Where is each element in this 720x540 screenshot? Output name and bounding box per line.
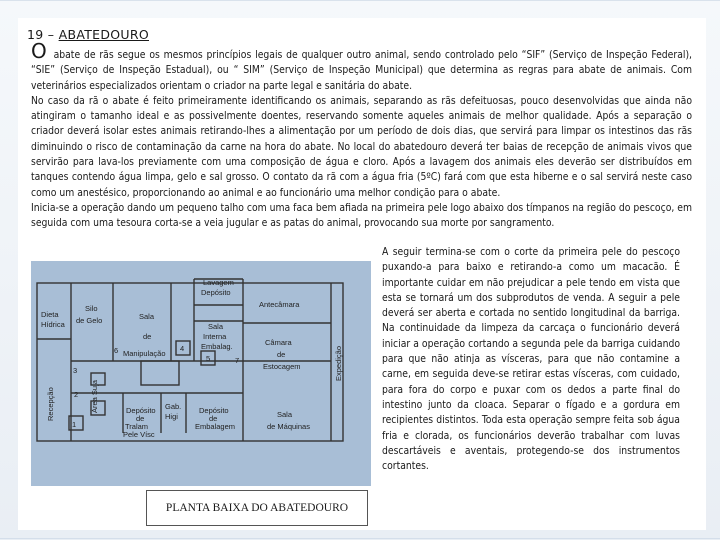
title-text: ABATEDOURO — [58, 27, 149, 42]
label-silo: Silo — [85, 304, 98, 313]
label-pele-visc: Pele Vísc — [123, 430, 155, 439]
label-gab: Gab. — [165, 402, 182, 411]
floor-plan-figure — [31, 261, 371, 528]
slide — [18, 18, 706, 530]
paragraph-2: No caso da rã o abate é feito primeiramente identificando os animais, separando as rãs defeituosas, pouco desenvolvidas que ainda não atingiram o tamanho ideal e as possivelmente doentes, reservando somente aqueles animais de melhor qualidade. Após a separação o criador deverá isolar estes animais retirando-lhes a alimentação por um período de dois dias, que servirá para limpar os intestinos das rãs diminuindo o risco de contaminação da carne na hora do abate. No local do abatedouro deverá ter baias de recepção de animais vivos que servirão para lava-los previamente com uma composição de água e cloro. Após a lavagem dos animais eles deverão ser distribuídos em tanques contendo água limpa, gelo e sal grosso. O contato da rã com a água fria (5ºC) fará com que esta hiberne e o sal servirá neste caso como um anestésico, proporcionando ao animal e ao funcionário uma melhor condição para o abate. — [31, 94, 692, 199]
label-tralam: Tralam — [125, 422, 149, 431]
label-higi: Higi — [165, 412, 178, 421]
label-antecamara: Antecâmara — [259, 300, 300, 309]
label-camara: Câmara — [265, 338, 292, 347]
label-interna: Interna — [203, 332, 227, 341]
label-de-manip: de — [143, 332, 152, 341]
label-sala-maquinas: Sala — [277, 410, 293, 419]
label-camara-de: de — [277, 350, 286, 359]
number-5: 5 — [206, 354, 211, 363]
floor-plan-drawing — [31, 261, 371, 486]
label-deposito-de: de — [136, 414, 145, 423]
label-deposito-top: Depósito — [201, 288, 231, 297]
label-hidrica: Hídrica — [41, 320, 65, 329]
number-7: 7 — [235, 356, 240, 365]
number-2: 2 — [74, 390, 79, 399]
body-text — [31, 39, 692, 232]
label-de-maquinas: de Máquinas — [267, 422, 310, 431]
drop-cap: O — [31, 39, 47, 63]
label-deposito-embalagem: Depósito — [199, 406, 229, 415]
number-1: 1 — [72, 420, 77, 429]
label-gelo: de Gelo — [76, 316, 103, 325]
right-column-text: A seguir termina-se com o corte da primeira pele do pescoço puxando-a para baixo e retirando-a como um macacão. É importante cuidar em não prejudicar a pele tendo em vista que esta se tornará um dos subprodutos de venda. A seguir a pele deverá ser aberta e cortada no sentido longitudinal da barriga. Na continuidade da limpeza da carcaça o funcionário deverá iniciar a operação cortando a segunda pele da barriga cuidando para que não atinja as vísceras, para que não contamine a carne, em seguida deve-se retirar estas vísceras, com cuidado, para fora do corpo e puxar com os dedos a parte final do intestino junto da cloaca. Separar o fígado e a gordura em recipientes distintos. Toda esta operação sempre feita sob água fria e clorada, os funcionários deverão trabalhar com luvas descartáveis e aventais, protegendo-se dos instrumentos cortantes. — [382, 246, 680, 473]
number-4: 4 — [180, 344, 185, 353]
label-recepcao: Recepção — [46, 387, 55, 421]
label-deposito-de2: de — [209, 414, 218, 423]
title-number: 19 – — [27, 27, 59, 42]
label-dieta: Dieta — [41, 310, 59, 319]
paragraph-1: O abate de rãs segue os mesmos princípios legais de qualquer outro animal, sendo controlado pelo “SIF” (Serviço de Inspeção Federal), “SIE” (Serviço de Inspeção Estadual), ou “ SIM” (Serviço de Inspeção Municipal) que determina as regras para abate de animais. Com veterinários especializados orientam o criador na parte legal e sanitária do abate. — [31, 39, 692, 92]
label-estocagem: Estocagem — [263, 362, 301, 371]
label-sala-interna: Sala — [208, 322, 224, 331]
label-deposito-tralam: Depósito — [126, 406, 156, 415]
label-sala-manip: Sala — [139, 312, 155, 321]
label-embalagem: Embalagem — [195, 422, 236, 431]
label-embalag: Embalag. — [201, 342, 233, 351]
label-manipulacao: Manipulação — [123, 349, 166, 358]
floor-plan-caption: PLANTA BAIXA DO ABATEDOURO — [146, 490, 368, 526]
number-3: 3 — [73, 366, 78, 375]
label-area-suja: Área Suja — [90, 380, 99, 413]
paragraph-3: Inicia-se a operação dando um pequeno talho com uma faca bem afiada na primeira pele logo abaixo dos tímpanos na região do pescoço, em seguida com uma tesoura corta-se a veia jugular e as patas do animal, provocando sua morte por sangramento. — [31, 201, 692, 230]
label-lavagem: Lavagem — [203, 278, 234, 287]
number-6: 6 — [114, 346, 119, 355]
label-expedicao: Expedição — [334, 345, 343, 381]
